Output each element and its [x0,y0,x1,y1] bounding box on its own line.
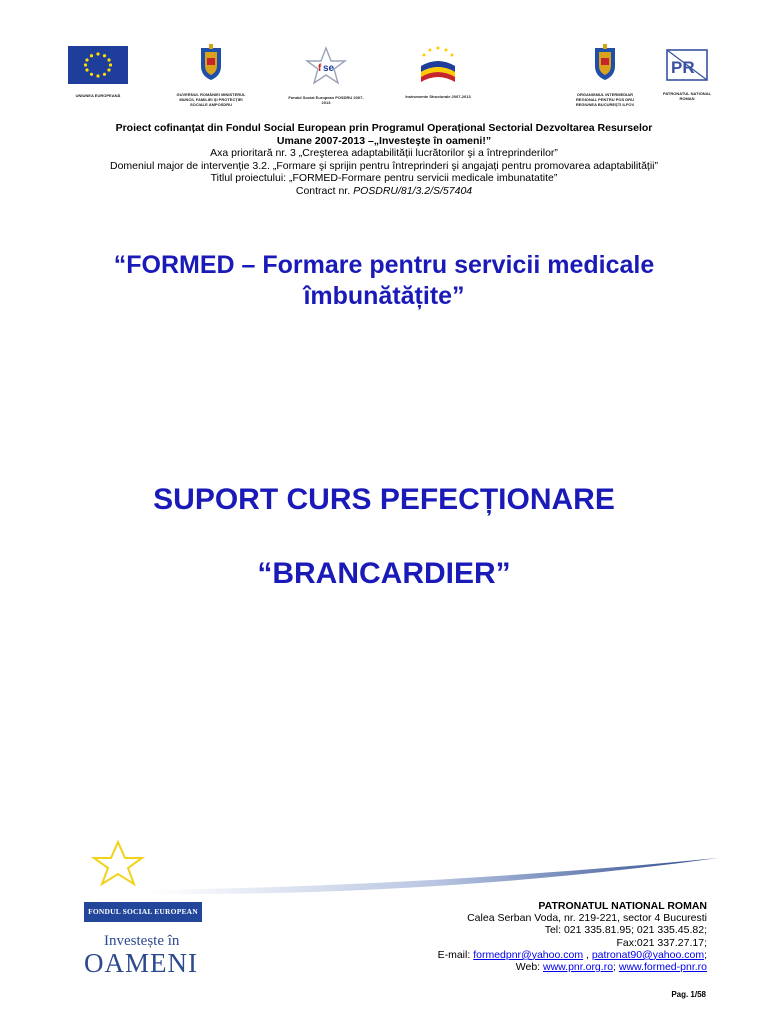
web-link-2[interactable]: www.formed-pnr.ro [618,961,707,974]
eu-flag-icon [68,46,128,84]
project-line-3: Axa prioritară nr. 3 „Creşterea adaptabilității lucrătorilor şi a întreprinderilor” [210,147,558,159]
project-line-2: Umane 2007-2013 –„Investeşte în oameni!” [276,134,492,147]
project-line-5: Titlul proiectului: „FORMED-Formare pentru servicii medicale imbunatatite” [210,172,558,184]
svg-text:se: se [323,63,335,74]
subject-title: “BRANCARDIER” [257,557,511,590]
svg-text:f: f [318,63,322,74]
contract-number: POSDRU/81/3.2/S/57404 [353,184,473,197]
org-name: PATRONATUL NATIONAL ROMAN [538,900,707,912]
fse-logo [284,46,368,105]
web-link-1[interactable]: www.pnr.org.ro [543,961,614,974]
email-label: E-mail: [437,948,474,961]
contact-block [347,900,707,973]
pnr-icon [665,46,709,84]
structural-instruments-icon [415,44,461,88]
pnr-logo [656,46,718,101]
project-header [60,122,708,197]
email-separator: , [583,948,592,961]
page-number: Pag. 1/58 [671,990,706,999]
eu-caption: UNIUNEA EUROPEANĂ [75,93,121,98]
intermediate-body-caption: ORGANISMUL INTERMEDIAR REGIONAL PENTRU POS DRU REGIUNEA BUCUREŞTI ILFOV [575,92,635,107]
intermediate-body-logo [566,44,644,107]
pnr-caption: PATRONATUL NATIONAL ROMAN [662,91,712,101]
star-fse-icon [304,46,348,86]
government-caption: GUVERNUL ROMÂNIEI MINISTERUL MUNCII, FAMILIEI ŞI PROTECŢIEI SOCIALE AMPOSDRU [176,92,246,107]
email-link-1[interactable]: formedpnr@yahoo.com [473,948,584,961]
project-line-4: Domeniul major de intervenție 3.2. „Formare şi sprijin pentru întreprinderi şi angajați pentru promovarea adaptabilității” [109,159,658,172]
project-line-1: Proiect cofinanțat din Fondul Social European prin Programul Operațional Sectorial Dezvoltarea Resurselor [115,122,653,134]
web-line [347,961,707,973]
coat-of-arms-icon [198,44,224,82]
structural-instruments-logo [402,44,474,99]
email-link-2[interactable]: patronat90@yahoo.com [591,948,705,961]
fse-label: FONDUL SOCIAL EUROPEAN [84,902,202,922]
invest-line-1: Investește în [104,933,180,949]
eu-flag-logo [64,46,132,98]
project-title: “FORMED – Formare pentru servicii medicale îmbunătățite” [113,251,655,310]
project-line-6 [60,185,708,198]
telephone: Tel: 021 335.81.95; 021 335.45.82; [544,924,707,937]
star-icon [94,842,142,884]
structural-instruments-caption: Instrumente Structurale 2007-2013 [405,94,471,99]
fse-caption: Fondul Social European POSDRU 2007-2013 [288,95,364,105]
coat-of-arms-icon-2 [592,44,618,82]
government-logo [174,44,248,107]
invest-line-2: OAMENI [84,948,198,978]
address: Calea Serban Voda, nr. 219-221, sector 4 Bucuresti [467,912,707,925]
web-separator: ; [613,961,619,974]
footer-star-swoosh [80,838,720,898]
email-end: ; [704,948,707,961]
fax: Fax:021 337.27.17; [616,936,707,949]
course-title: SUPORT CURS PEFECȚIONARE [153,483,615,516]
web-label: Web: [515,961,543,974]
contract-label: Contract nr. [295,184,354,197]
svg-text:PR: PR [671,58,695,77]
email-line [347,949,707,961]
